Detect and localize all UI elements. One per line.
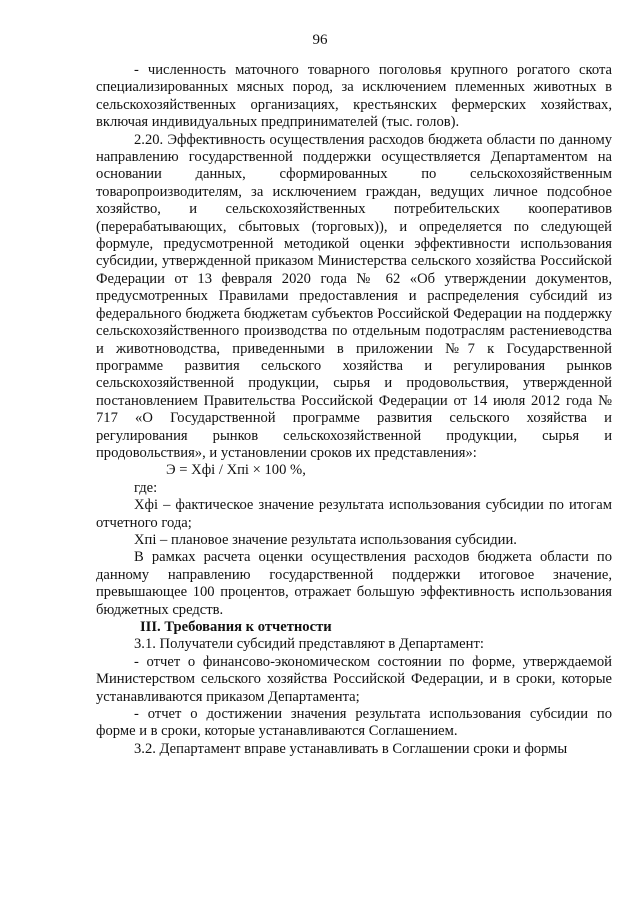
paragraph-efficiency: 2.20. Эффективность осуществления расходов бюджета области по данному направлению государственной поддержки осуществляется Департаментом на основании данных, сформированных по сельскохозяйственным товаропроизводителям, за исключением граждан, ведущих личное подсобное хозяйство, и сельскохозяйственных потребительских кооперативов (перерабатывающих, сбытовых (торговых)), и определяется по следующей формуле, предусмотренной методикой оценки эффективности использования субсидии, утвержденной приказом Министерства сельского хозяйства Российской Федерации от 13 февраля 2020 года № 62 «Об утверждении документов, предусмотренных Правилами предоставления и распределения субсидий из федерального бюджета бюджетам субъектов Российской Федерации на поддержку сельскохозяйственного производства по отдельным подотраслям растениеводства и животноводства, приведенными в приложении №7 к Государственной программе развития сельского хозяйства и регулирования рынков сельскохозяйственной продукции, сырья и продовольствия, утвержденной постановлением Правительства Российской Федерации от 14 июля 2012 года № 717 «О Государственной программе развития сельского хозяйства и регулирования рынков сельскохозяйственной продукции, сырья и продовольствия», и установлении сроков их представления»: [96, 131, 612, 461]
paragraph-calculation: В рамках расчета оценки осуществления расходов бюджета области по данному направлению государственной поддержки итоговое значение, превышающее 100 процентов, отражает большую эффективность использования бюджетных средств. [96, 549, 612, 618]
formula-where: где: [134, 479, 158, 496]
document-body [96, 62, 612, 758]
definition-actual-value: Хфi – фактическое значение результата использования субсидии по итогам отчетного года; [96, 497, 612, 531]
paragraph-reporting-intro: 3.1. Получатели субсидий представляют в Департамент: [134, 636, 484, 653]
paragraph-deadlines: 3.2. Департамент вправе устанавливать в Соглашении сроки и формы [134, 740, 568, 757]
paragraph-cattle-count: - численность маточного товарного поголовья крупного рогатого скота специализированных мясных пород, за исключением племенных животных в сельскохозяйственных организациях, крестьянских фермерских хозяйствах, включая индивидуальных предпринимателей (тыс. голов). [96, 62, 612, 131]
paragraph-result-report: - отчет о достижении значения результата использования субсидии по форме и в сроки, которые устанавливаются Соглашением. [96, 706, 612, 740]
page-number: 96 [312, 32, 328, 48]
definition-planned-value: Хпi – плановое значение результата использования субсидии. [134, 531, 517, 548]
efficiency-formula: Э = Хфi / Хпi × 100 %, [166, 462, 306, 479]
paragraph-financial-report: - отчет о финансово-экономическом состоянии по форме, утверждаемой Министерством сельского хозяйства Российской Федерации, и в сроки, которые устанавливаются приказом Департамента; [96, 653, 612, 705]
section-title: III. Требования к отчетности [140, 619, 332, 635]
